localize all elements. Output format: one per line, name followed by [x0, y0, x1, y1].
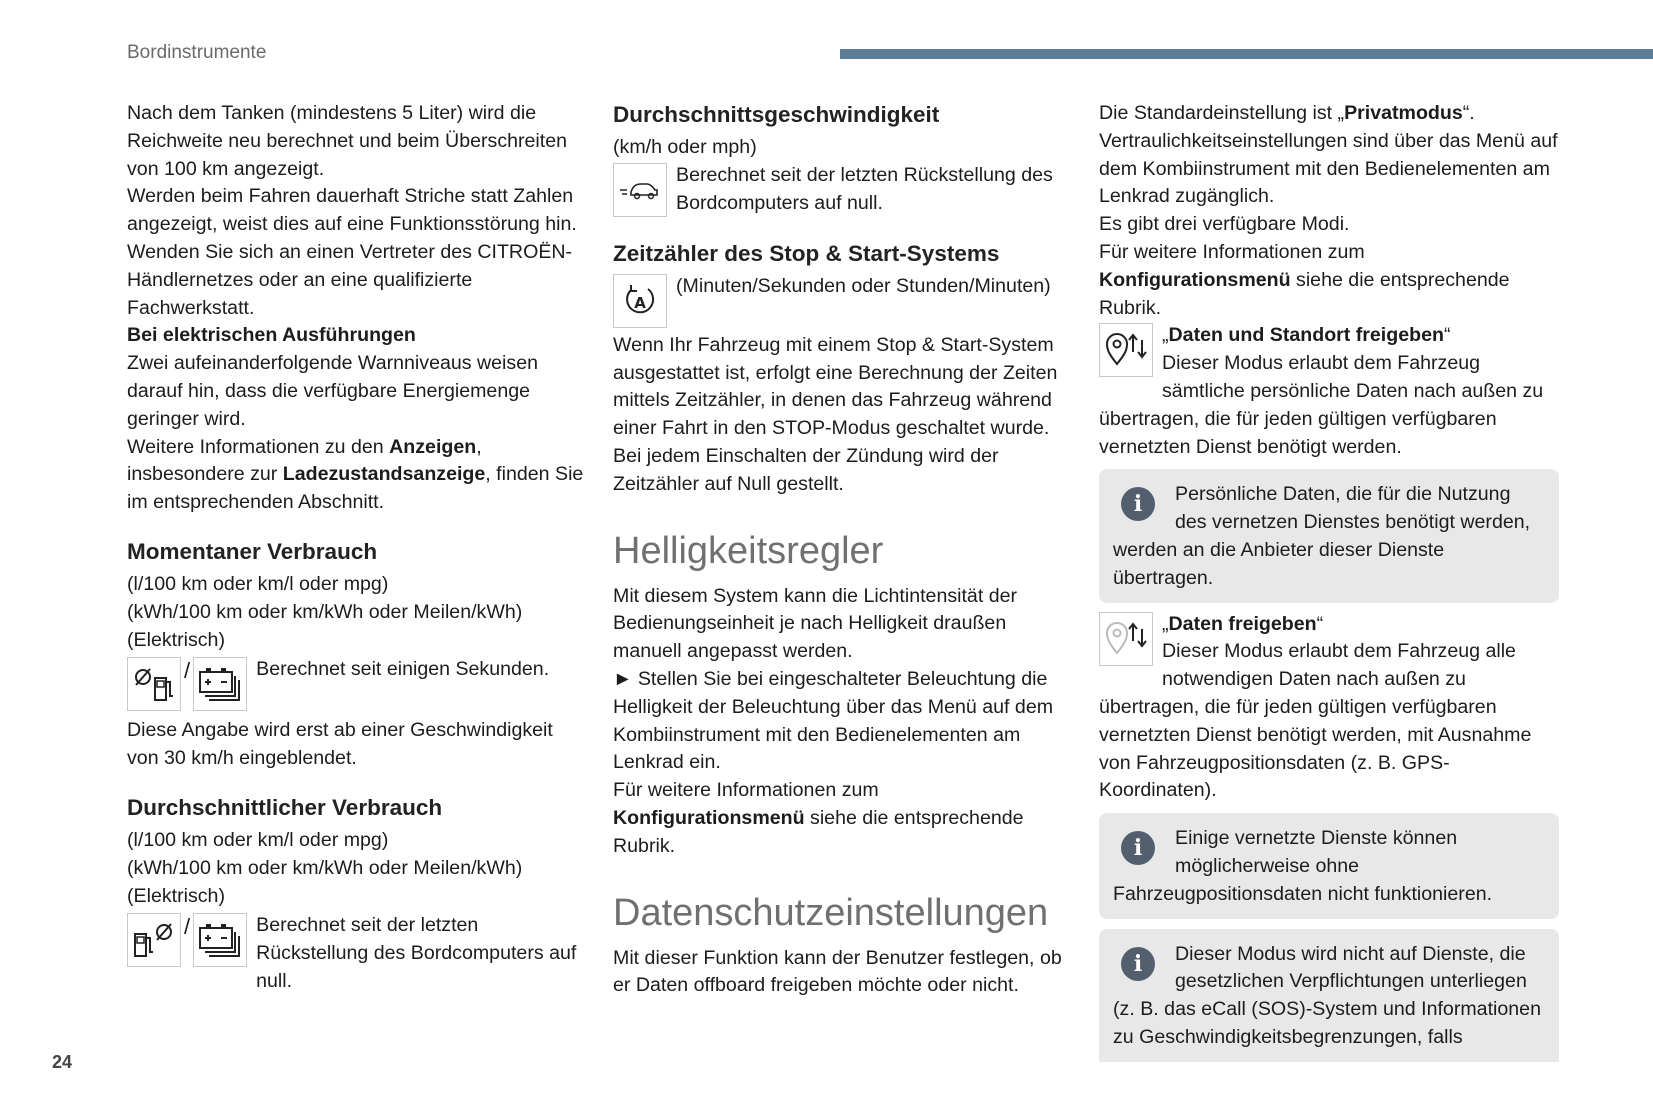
column-middle [613, 100, 1073, 1000]
paragraph: Diese Angabe wird erst ab einer Geschwindigkeit von 30 km/h eingeblendet. [127, 719, 553, 770]
column-right [1099, 100, 1559, 1062]
car-speed-icon [613, 163, 667, 217]
paragraph: Werden beim Fahren dauerhaft Striche statt Zahlen angezeigt, weist dies auf eine Funktionsstörung hin. Wenden Sie sich an einen Vertreter des CITROËN-Händlernetzes oder an eine qualifizierte Fachwerkstatt. [127, 185, 577, 319]
info-note: i Persönliche Daten, die für die Nutzung des vernetzen Dienstes benötigt werden, werden an die Anbieter dieser Dienste übertragen. [1099, 469, 1559, 602]
instant-fuel-icon [127, 657, 181, 711]
heading-privacy: Datenschutzeinstellungen [613, 891, 1049, 934]
heading-instant-consumption: Momentaner Verbrauch [127, 538, 378, 564]
mode-title: „Daten freigeben“ [1162, 612, 1324, 635]
units-line: (kWh/100 km oder km/kWh oder Meilen/kWh) [127, 600, 523, 623]
consumption-description: Berechnet seit einigen Sekunden. [256, 658, 550, 681]
units-line: (Elektrisch) [127, 884, 225, 907]
info-icon: i [1121, 947, 1155, 981]
units-line: (km/h oder mph) [613, 136, 757, 158]
data-share-icon [1099, 612, 1153, 666]
paragraph: Nach dem Tanken (mindestens 5 Liter) wird die Reichweite neu berechnet und beim Überschreiten von 100 km angezeigt. [127, 102, 568, 180]
paragraph: Wenn Ihr Fahrzeug mit einem Stop & Start-System ausgestattet ist, erfolgt eine Berechnung der Zeiten mittels Zeitzähler, in denen das Fahrzeug während einer Fahrt in den STOP-Modus geschaltet wurde. [613, 333, 1058, 440]
column-left [127, 100, 587, 996]
header-bar [840, 49, 1653, 59]
consumption-description: Berechnet seit der letzten Rückstellung des Bordcomputers auf null. [256, 914, 577, 992]
stop-start-icon [613, 274, 667, 328]
battery-consumption-icon [193, 657, 247, 711]
svg-text:A: A [634, 293, 646, 312]
mode-description: Dieser Modus erlaubt dem Fahrzeug alle notwendigen Daten nach außen zu übertragen, die für jeden gültigen verfügbaren vernetzten Dienst benötigt werden, mit Ausnahme von Fahrzeugpositionsdaten (z. B. GPS-Koordinaten). [1099, 640, 1532, 802]
heading-stop-start-timer: Zeitzähler des Stop & Start-Systems [613, 240, 1000, 266]
info-note: i Dieser Modus wird nicht auf Dienste, die gesetzlichen Verpflichtungen unterliegen (z. B. das eCall (SOS)-System und Informationen zu Geschwindigkeitsbegrenzungen, falls [1099, 929, 1559, 1062]
info-note: i Einige vernetzte Dienste können möglicherweise ohne Fahrzeugpositionsdaten nicht funktionieren. [1099, 813, 1559, 918]
section-title: Bordinstrumente [127, 42, 267, 63]
mode-description: Dieser Modus erlaubt dem Fahrzeug sämtliche persönliche Daten nach außen zu übertragen, die für jeden gültigen verfügbaren vernetzten Dienst benötigt werden. [1099, 352, 1544, 458]
heading-average-consumption: Durchschnittlicher Verbrauch [127, 794, 443, 820]
icon-pair [127, 657, 247, 711]
units-line: (Elektrisch) [127, 628, 225, 651]
paragraph: Vertraulichkeitseinstellungen sind über das Menü auf dem Kombiinstrument mit den Bedienelementen am Lenkrad zugänglich. [1099, 129, 1558, 208]
paragraph: Für weitere Informationen zum Konfigurationsmenü siehe die entsprechende Rubrik. [613, 779, 1024, 857]
slash: / [184, 658, 191, 684]
paragraph: Die Standardeinstellung ist „Privatmodus“. [1099, 102, 1475, 124]
paragraph: Mit diesem System kann die Lichtintensität der Bedienungseinheit je nach Helligkeit draußen manuell angepasst werden. [613, 584, 1018, 663]
info-icon: i [1121, 487, 1155, 521]
battery-consumption-icon [193, 913, 247, 967]
paragraph: Es gibt drei verfügbare Modi. [1099, 213, 1350, 236]
paragraph: Mit dieser Funktion kann der Benutzer festlegen, ob er Daten offboard freigeben möchte oder nicht. [613, 946, 1062, 997]
paragraph: Für weitere Informationen zum Konfigurationsmenü siehe die entsprechende Rubrik. [1099, 240, 1510, 319]
slash: / [184, 914, 191, 940]
page-number: 24 [52, 1052, 73, 1072]
units-line: (l/100 km oder km/l oder mpg) [127, 572, 389, 595]
speed-description: Berechnet seit der letzten Rückstellung des Bordcomputers auf null. [676, 163, 1053, 214]
average-fuel-icon [127, 913, 181, 967]
paragraph: Bei jedem Einschalten der Zündung wird der Zeitzähler auf Null gestellt. [613, 444, 999, 495]
subheading-electric: Bei elektrischen Ausführungen [127, 324, 416, 347]
paragraph: Zwei aufeinanderfolgende Warnniveaus weisen darauf hin, dass die verfügbare Energiemenge geringer wird. [127, 352, 538, 430]
heading-brightness: Helligkeitsregler [613, 529, 884, 572]
units-line: (Minuten/Sekunden oder Stunden/Minuten) [676, 274, 1051, 297]
mode-title: „Daten und Standort freigeben“ [1162, 324, 1451, 347]
units-line: (l/100 km oder km/l oder mpg) [127, 828, 389, 851]
location-data-share-icon [1099, 323, 1153, 377]
heading-average-speed: Durchschnittsgeschwindigkeit [613, 102, 940, 127]
paragraph: Weitere Informationen zu den Anzeigen, insbesondere zur Ladezustandsanzeige, finden Sie im entsprechenden Abschnitt. [127, 435, 584, 514]
instruction-step: ► Stellen Sie bei eingeschalteter Beleuchtung die Helligkeit der Beleuchtung über das Menü auf dem Kombiinstrument mit den Bedienelementen am Lenkrad ein. [613, 667, 1054, 774]
icon-pair [127, 913, 247, 967]
units-line: (kWh/100 km oder km/kWh oder Meilen/kWh) [127, 856, 523, 879]
info-icon: i [1121, 831, 1155, 865]
